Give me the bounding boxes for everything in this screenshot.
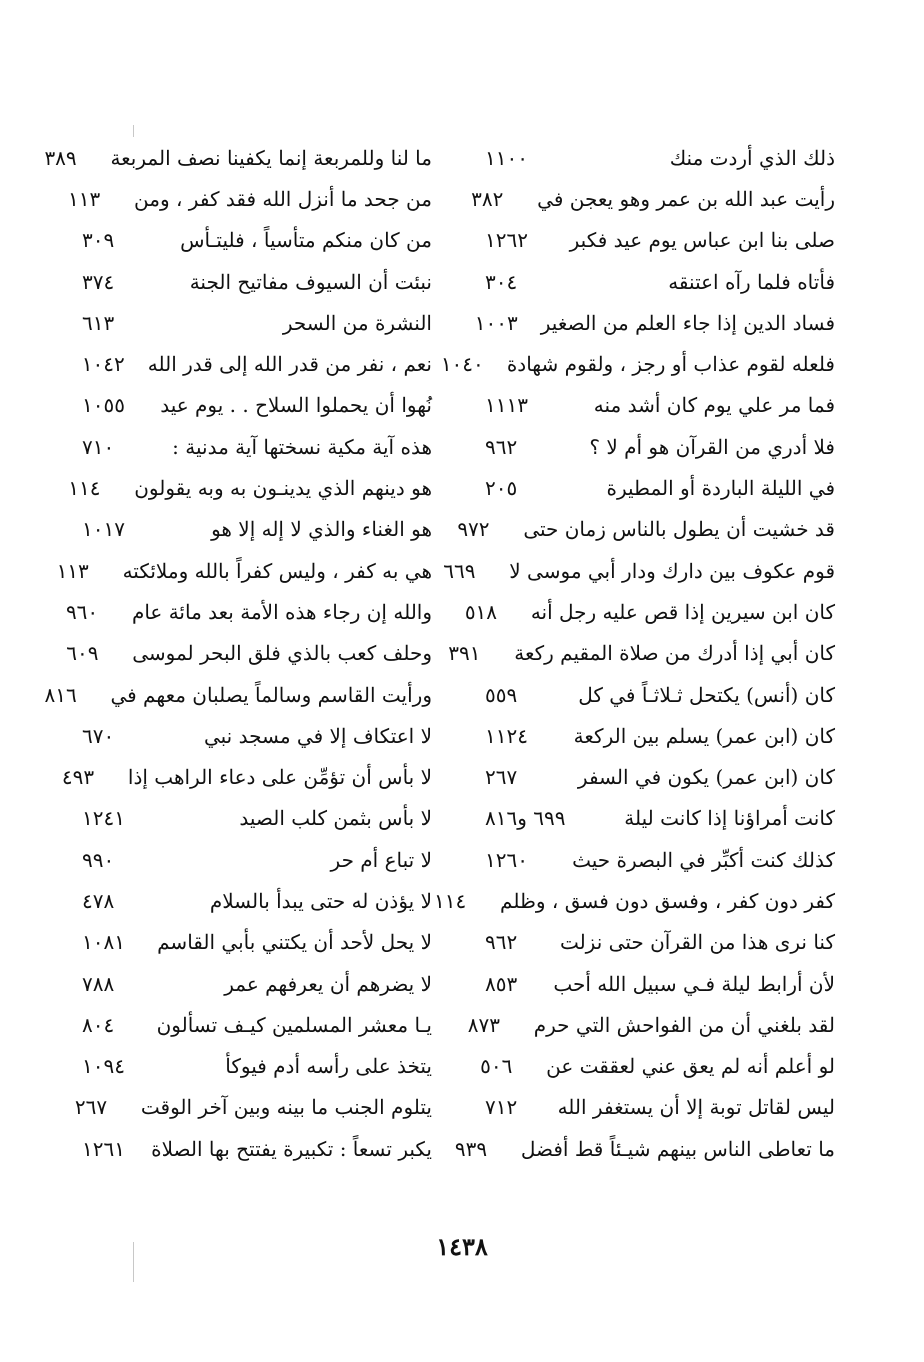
entry-text: يتخذ على رأسه أدم فيوكأ	[225, 1054, 432, 1079]
entry-text: لا يحل لأحد أن يكتني بأبي القاسم	[157, 930, 432, 955]
entry-page-number: ٩٧٢	[457, 517, 490, 542]
entry-text: فما مر علي يوم كان أشد منه	[593, 393, 835, 418]
entry-page-number: ٩٦٢	[485, 930, 518, 955]
entry-page-number: ٧١٢	[485, 1095, 518, 1120]
entry-page-number: ١٠٨١	[82, 930, 125, 955]
entry-text: يكبر تسعاً : تكبيرة يفتتح بها الصلاة	[151, 1136, 432, 1161]
entry-text: هذه آية مكية نسختها آية مدنية :	[172, 434, 432, 459]
entry-text: هي به كفر ، وليس كفراً بالله وملائكته	[122, 558, 432, 583]
entry-text: من جحد ما أنزل الله فقد كفر ، ومن	[134, 186, 432, 211]
entry-page-number: ٦٦٩	[443, 558, 476, 583]
entry-text: صلى بنا ابن عباس يوم عيد فكبر	[569, 228, 835, 253]
page-number: ١٤٣٨	[436, 1232, 488, 1261]
index-entry	[485, 220, 835, 261]
index-entry	[480, 1046, 835, 1087]
index-entry	[485, 674, 835, 715]
index-entry	[66, 633, 432, 674]
index-entry	[74, 1087, 432, 1128]
entry-text: لا يؤذن له حتى يبدأ بالسلام	[209, 888, 432, 913]
index-entry	[82, 922, 432, 963]
entry-page-number: ٩٦٢	[485, 434, 518, 459]
index-entry	[485, 715, 835, 756]
index-entry	[485, 467, 835, 508]
entry-text: لا بأس بثمن كلب الصيد	[239, 806, 432, 831]
entry-page-number: ١٢٦١	[82, 1136, 125, 1161]
index-entry	[457, 509, 835, 550]
index-entry	[485, 839, 835, 880]
index-column-left	[44, 137, 432, 1169]
entry-page-number: ٥١٨	[464, 599, 498, 624]
entry-text: فلعله لقوم عذاب أو رجز ، ولقوم شهادة	[506, 352, 835, 377]
entry-text: يـا معشر المسلمين كيـف تسألون	[156, 1012, 432, 1037]
entry-text: لا اعتكاف إلا في مسجد نبي	[203, 723, 432, 748]
entry-text: ما لنا وللمربعة إنما يكفينا نصف المربعة	[110, 145, 432, 170]
index-entry	[56, 550, 432, 591]
entry-text: قوم عكوف بين دارك ودار أبي موسى لا	[509, 558, 835, 583]
entry-page-number: ١٠٤٠	[440, 352, 484, 377]
index-entry	[82, 798, 432, 839]
entry-text: نُهوا أن يحملوا السلاح . . يوم عيد	[160, 393, 432, 418]
entry-page-number: ٥٥٩	[485, 682, 518, 707]
entry-page-number: ٨١٦	[44, 682, 77, 707]
index-entry	[82, 343, 432, 384]
entry-page-number: ٩٦٠	[65, 599, 99, 624]
entry-page-number: ١١٤	[434, 888, 467, 913]
index-entry	[440, 343, 835, 384]
entry-text: وحلف كعب بالذي فلق البحر لموسى	[132, 641, 432, 666]
entry-page-number: ٢٦٧	[485, 765, 518, 790]
entry-text: لو أعلم أنه لم يعق عني لعققت عن	[546, 1054, 835, 1079]
entry-text: لا بأس أن تؤمِّن على دعاء الراهب إذا	[127, 765, 432, 790]
entry-page-number: ٦٧٠	[82, 723, 115, 748]
entry-text: لا تباع أم حر	[330, 847, 432, 872]
entry-page-number: ١١٤	[68, 476, 101, 501]
entry-text: هو الغناء والذي لا إله إلا هو	[211, 517, 432, 542]
entry-page-number: ٦٠٩	[66, 641, 99, 666]
entry-page-number: ٢٠٥	[485, 476, 518, 501]
entry-page-number: ١١٢٤	[485, 723, 528, 748]
entry-text: كان أبي إذا أدرك من صلاة المقيم ركعة	[514, 641, 835, 666]
entry-page-number: ١٠٤٢	[81, 352, 125, 377]
entry-page-number: ٦٩٩ و٨١٦	[485, 806, 566, 831]
entry-text: كفر دون كفر ، وفسق دون فسق ، وظلم	[500, 888, 835, 913]
entry-text: فأتاه فلما رآه اعتنقه	[668, 269, 835, 294]
entry-page-number: ٣٩١	[448, 641, 481, 666]
entry-page-number: ٤٧٨	[82, 888, 115, 913]
entry-text: فلا أدري من القرآن هو أم لا ؟	[589, 434, 835, 459]
entry-page-number: ١٠٩٤	[82, 1054, 125, 1079]
index-entry	[434, 880, 835, 921]
index-entry	[454, 1128, 835, 1169]
index-entry	[82, 426, 432, 467]
entry-page-number: ٥٠٦	[480, 1054, 513, 1079]
entry-page-number: ٦١٣	[82, 310, 115, 335]
entry-text: ما تعاطى الناس بينهم شيـئاً قط أفضل	[520, 1136, 835, 1161]
index-entry	[443, 550, 835, 591]
entry-page-number: ٣٧٤	[82, 269, 115, 294]
entry-page-number: ٧١٠	[82, 434, 115, 459]
index-entry	[68, 467, 432, 508]
entry-page-number: ٣٠٤	[485, 269, 518, 294]
entry-page-number: ٨٠٤	[82, 1012, 115, 1037]
index-column-right	[434, 137, 835, 1169]
entry-page-number: ٣٨٢	[471, 186, 504, 211]
entry-page-number: ١٢٦٢	[485, 228, 528, 253]
entry-text: كان (ابن عمر) يكون في السفر	[577, 765, 835, 790]
index-entry	[485, 261, 835, 302]
entry-text: لا يضرهم أن يعرفهم عمر	[224, 971, 432, 996]
entry-text: والله إن رجاء هذه الأمة بعد مائة عام	[131, 599, 432, 624]
entry-text: كان ابن سيرين إذا قص عليه رجل أنه	[530, 599, 835, 624]
entry-page-number: ٢٦٧	[74, 1095, 108, 1120]
entry-text: كان (أنس) يكتحل ثـلاثـاً في كل	[578, 682, 835, 707]
entry-page-number: ١١٣	[56, 558, 89, 583]
entry-text: نعم ، نفر من قدر الله إلى قدر الله	[147, 352, 432, 377]
index-entry	[485, 963, 835, 1004]
entry-text: النشرة من السحر	[282, 310, 432, 335]
entry-text: نبئت أن السيوف مفاتيح الجنة	[189, 269, 432, 294]
index-entry	[82, 880, 432, 921]
index-entry	[82, 1046, 432, 1087]
entry-page-number: ٣٨٩	[44, 145, 77, 170]
index-entry	[474, 302, 835, 343]
index-entry	[82, 715, 432, 756]
entry-text: قد خشيت أن يطول بالناس زمان حتى	[523, 517, 835, 542]
index-entry	[82, 509, 432, 550]
entry-text: كذلك كنت أكبِّر في البصرة حيث	[572, 847, 835, 872]
index-entry	[44, 674, 432, 715]
entry-page-number: ١١٠٠	[485, 145, 528, 170]
entry-page-number: ١٠٠٣	[474, 310, 518, 335]
entry-text: كانت أمراؤنا إذا كانت ليلة	[624, 806, 835, 831]
index-entry	[485, 922, 835, 963]
entry-text: ورأيت القاسم وسالماً يصلبان معهم في	[110, 682, 432, 707]
entry-text: من كان منكم متأسياً ، فليتـأس	[180, 228, 432, 253]
index-entry	[471, 178, 835, 219]
entry-page-number: ٣٠٩	[82, 228, 115, 253]
index-entry	[448, 633, 835, 674]
index-entry	[68, 178, 432, 219]
index-entry	[82, 839, 432, 880]
index-entry	[65, 591, 432, 632]
index-entry	[464, 591, 835, 632]
index-entry	[485, 137, 835, 178]
entry-text: هو دينهم الذي يدينـون به وبه يقولون	[134, 476, 432, 501]
index-entry	[467, 1004, 835, 1045]
entry-page-number: ١١٣	[68, 186, 101, 211]
entry-page-number: ٨٥٣	[485, 971, 518, 996]
index-entry	[82, 261, 432, 302]
scan-edge-mark-top	[133, 125, 134, 137]
index-entry	[485, 426, 835, 467]
entry-page-number: ١٠١٧	[82, 517, 125, 542]
entry-page-number: ١١١٣	[485, 393, 528, 418]
index-entry	[44, 137, 432, 178]
index-entry	[61, 756, 432, 797]
entry-page-number: ١٢٤١	[82, 806, 125, 831]
entry-page-number: ٤٩٣	[61, 765, 95, 790]
index-entry	[82, 220, 432, 261]
index-entry	[485, 756, 835, 797]
entry-text: يتلوم الجنب ما بينه وبين آخر الوقت	[140, 1095, 432, 1120]
index-entry	[82, 1128, 432, 1169]
index-entry	[82, 385, 432, 426]
entry-text: ليس لقاتل توبة إلا أن يستغفر الله	[557, 1095, 835, 1120]
entry-text: كان (ابن عمر) يسلم بين الركعة	[573, 723, 835, 748]
entry-text: فساد الدين إذا جاء العلم من الصغير	[540, 310, 835, 335]
index-entry	[82, 1004, 432, 1045]
entry-page-number: ١٠٥٥	[82, 393, 125, 418]
entry-text: لأن أرابط ليلة فـي سبيل الله أحب	[553, 971, 835, 996]
entry-text: رأيت عبد الله بن عمر وهو يعجن في	[537, 186, 835, 211]
entry-text: لقد بلغني أن من الفواحش التي حرم	[533, 1012, 835, 1037]
entry-text: في الليلة الباردة أو المطيرة	[606, 476, 835, 501]
index-entry	[82, 963, 432, 1004]
index-entry	[485, 798, 835, 839]
entry-page-number: ١٢٦٠	[485, 847, 528, 872]
index-entry	[485, 385, 835, 426]
entry-page-number: ٨٧٣	[467, 1012, 500, 1037]
entry-page-number: ٩٩٠	[82, 847, 115, 872]
entry-page-number: ٩٣٩	[454, 1136, 488, 1161]
index-entry	[82, 302, 432, 343]
entry-page-number: ٧٨٨	[82, 971, 115, 996]
entry-text: كنا نرى هذا من القرآن حتى نزلت	[559, 930, 835, 955]
entry-text: ذلك الذي أردت منك	[669, 145, 835, 170]
index-entry	[485, 1087, 835, 1128]
